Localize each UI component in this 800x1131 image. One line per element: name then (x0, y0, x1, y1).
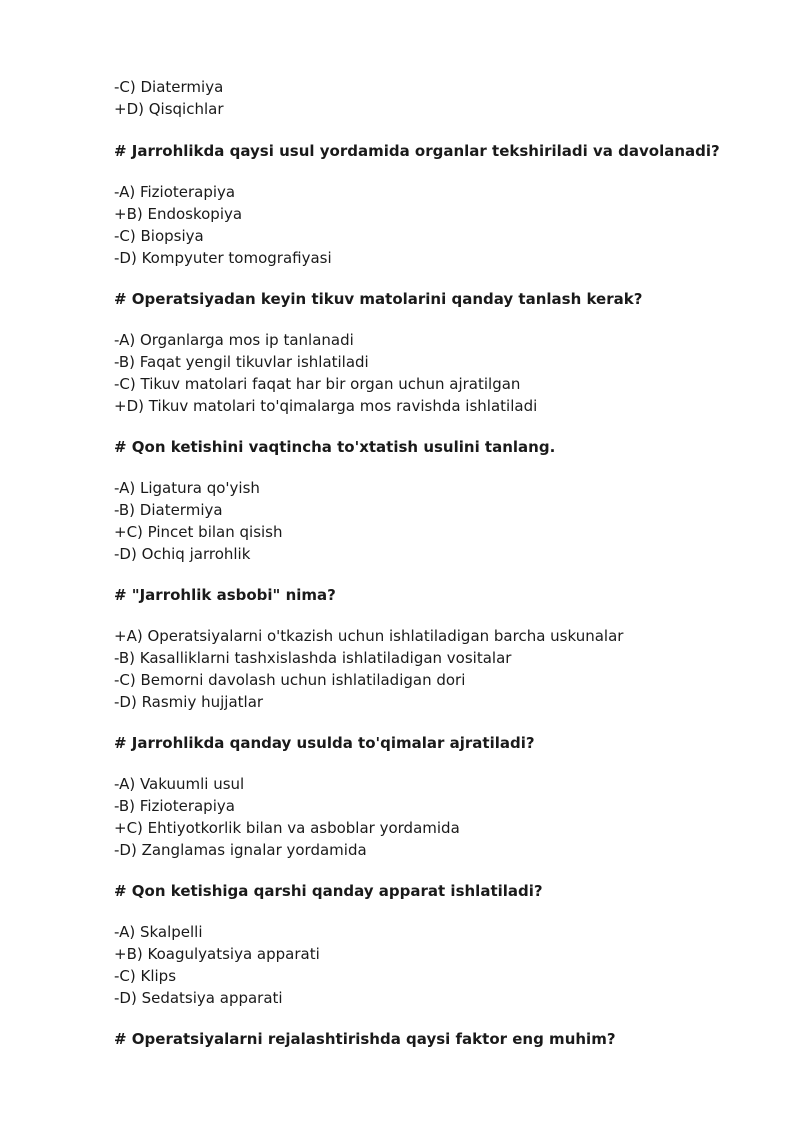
question-text: # Jarrohlikda qanday usulda to'qimalar ajratiladi? (114, 734, 535, 752)
option-line: -D) Kompyuter tomografiyasi (114, 249, 332, 267)
option-line: -C) Biopsiya (114, 227, 204, 245)
option-line: +B) Koagulyatsiya apparati (114, 945, 320, 963)
question-block (114, 288, 754, 417)
option-line: -A) Organlarga mos ip tanlanadi (114, 331, 354, 349)
option-line: -B) Kasalliklarni tashxislashda ishlatiladigan vositalar (114, 649, 512, 667)
question-text: # Operatsiyadan keyin tikuv matolarini qanday tanlash kerak? (114, 290, 643, 308)
option-line: +D) Tikuv matolari to'qimalarga mos ravishda ishlatiladi (114, 397, 538, 415)
question-text: # "Jarrohlik asbobi" nima? (114, 586, 336, 604)
option-line: +C) Ehtiyotkorlik bilan va asboblar yordamida (114, 819, 460, 837)
question-block (114, 140, 754, 269)
option-line: -C) Diatermiya (114, 78, 224, 96)
option-line: -D) Zanglamas ignalar yordamida (114, 841, 367, 859)
option-line: -A) Skalpelli (114, 923, 203, 941)
option-line: -B) Faqat yengil tikuvlar ishlatiladi (114, 353, 369, 371)
document-page (114, 76, 754, 1069)
question-block (114, 880, 754, 1009)
lead-options (114, 76, 754, 120)
question-block (114, 584, 754, 713)
option-line: -A) Ligatura qo'yish (114, 479, 260, 497)
option-line: -B) Fizioterapiya (114, 797, 235, 815)
option-line: -A) Vakuumli usul (114, 775, 245, 793)
option-line: +A) Operatsiyalarni o'tkazish uchun ishlatiladigan barcha uskunalar (114, 627, 624, 645)
option-line: +D) Qisqichlar (114, 100, 224, 118)
question-block (114, 1028, 754, 1050)
question-block (114, 436, 754, 565)
option-line: +C) Pincet bilan qisish (114, 523, 283, 541)
option-line: -A) Fizioterapiya (114, 183, 236, 201)
question-text: # Operatsiyalarni rejalashtirishda qaysi faktor eng muhim? (114, 1030, 616, 1048)
option-line: -D) Rasmiy hujjatlar (114, 693, 264, 711)
option-line: -B) Diatermiya (114, 501, 223, 519)
option-line: -D) Sedatsiya apparati (114, 989, 283, 1007)
question-block (114, 732, 754, 861)
option-line: -D) Ochiq jarrohlik (114, 545, 251, 563)
question-text: # Jarrohlikda qaysi usul yordamida organlar tekshiriladi va davolanadi? (114, 142, 720, 160)
option-line: +B) Endoskopiya (114, 205, 243, 223)
question-text: # Qon ketishini vaqtincha to'xtatish usulini tanlang. (114, 438, 556, 456)
question-text: # Qon ketishiga qarshi qanday apparat ishlatiladi? (114, 882, 543, 900)
option-line: -C) Tikuv matolari faqat har bir organ uchun ajratilgan (114, 375, 521, 393)
option-line: -C) Klips (114, 967, 177, 985)
option-line: -C) Bemorni davolash uchun ishlatiladigan dori (114, 671, 466, 689)
